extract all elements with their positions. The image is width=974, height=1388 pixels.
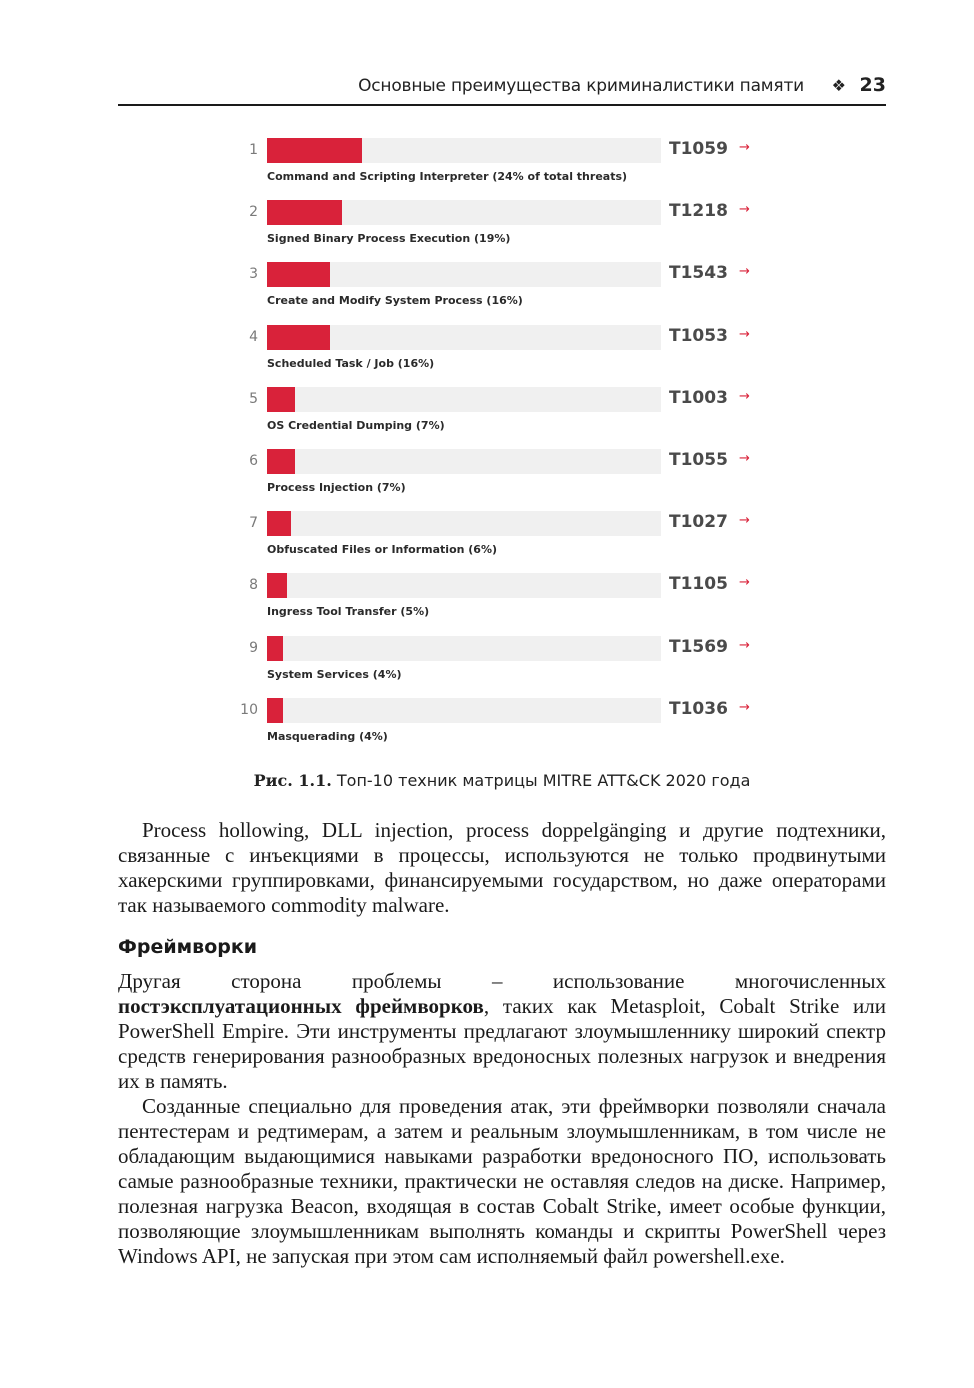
arrow-right-icon: → [739, 575, 750, 591]
chart-row [230, 698, 770, 758]
arrow-right-icon: → [739, 699, 750, 715]
technique-label: Signed Binary Process Execution (19%) [267, 232, 511, 246]
rank-number: 3 [249, 266, 258, 283]
bar-fill [267, 698, 283, 723]
technique-code: T1003 [669, 387, 728, 408]
technique-code: T1027 [669, 512, 728, 533]
bar-fill [267, 200, 342, 225]
arrow-right-icon: → [739, 451, 750, 466]
bar-track [267, 387, 661, 412]
arrow-right-icon: → [739, 388, 750, 404]
bar-track [267, 511, 661, 536]
running-header [118, 76, 886, 106]
chart-row [230, 573, 770, 633]
chart-row [230, 449, 770, 509]
chart-row [230, 636, 770, 696]
paragraph-frameworks-start: Другая сторона проблемы – использование многочисленных [118, 969, 886, 993]
chart-row [230, 262, 770, 322]
bar-track [267, 449, 661, 474]
rank-number: 4 [249, 328, 258, 345]
bar-track [267, 573, 661, 598]
rank-number: 6 [249, 453, 258, 469]
technique-code: T1059 [669, 139, 728, 159]
caption-label: Рис. 1.1. [253, 771, 332, 790]
bar-track [267, 698, 661, 723]
arrow-right-icon: → [739, 264, 750, 280]
paragraph-process-hollowing: Process hollowing, DLL injection, process doppelgänging и другие подтехники, связанные с инъекциями в процессы, используются не только продвинутыми хакерскими группировками, финансируемыми государством, но даже операторами так называемого commodity malware. [118, 818, 886, 917]
arrow-right-icon: → [739, 202, 750, 218]
technique-label: OS Credential Dumping (7%) [267, 418, 445, 432]
bar-track [267, 636, 661, 661]
bar-fill [267, 262, 330, 287]
bar-track [267, 138, 661, 163]
chart-row [230, 511, 770, 571]
figure-caption [118, 771, 886, 790]
technique-label: System Services (4%) [267, 667, 402, 681]
bar-fill [267, 387, 295, 412]
paragraph-frameworks [118, 969, 886, 1094]
technique-code: T1569 [669, 636, 728, 657]
rank-number: 7 [249, 515, 258, 532]
section-heading: Фреймворки [118, 936, 258, 958]
technique-label: Command and Scripting Interpreter (24% of total threats) [267, 170, 628, 183]
technique-code: T1105 [669, 574, 728, 595]
ornament-icon: ❖ [831, 76, 846, 95]
header-title: Основные преимущества криминалистики памяти [358, 76, 804, 96]
technique-label: Process Injection (7%) [267, 481, 406, 494]
rank-number: 1 [249, 142, 258, 158]
bar-fill [267, 511, 291, 536]
chart-row [230, 325, 770, 385]
arrow-right-icon: → [739, 326, 750, 342]
bar-track [267, 262, 661, 287]
paragraph-frameworks-end: , таких как Metasploit, Cobalt Strike или PowerShell Empire. Эти инструменты предлагают злоумышленнику широкий спектр средств генерирования разнообразных вредоносных полезных нагрузок и внедрения их в память. [118, 994, 886, 1093]
arrow-right-icon: → [739, 513, 750, 529]
rank-number: 10 [240, 701, 258, 718]
bar-fill [267, 636, 283, 661]
technique-label: Create and Modify System Process (16%) [267, 294, 523, 308]
paragraph-beacon: Созданные специально для проведения атак, эти фреймворки позволяли сначала пентестерам и редтимерам, а затем и реальным злоумышленникам, в том числе не обладающим выдающимися навыками разработки вредоносного ПО, использовать самые разнообразные техники, практически не оставляя следов на диске. Например, полезная нагрузка Beacon, входящая в состав Cobalt Strike, имеет особые функции, позволяющие злоумышленникам выполнять команды и скрипты PowerShell через Windows API, не запуская при этом сам исполняемый файл powershell.exe. [118, 1094, 886, 1268]
technique-label: Scheduled Task / Job (16%) [267, 356, 435, 370]
mitre-top10-chart [230, 138, 770, 750]
technique-code: T1543 [669, 263, 728, 284]
technique-code: T1053 [669, 325, 728, 346]
chart-row [230, 387, 770, 447]
bar-track [267, 200, 661, 225]
technique-code: T1055 [669, 450, 728, 470]
technique-code: T1218 [669, 201, 728, 222]
rank-number: 9 [249, 639, 258, 656]
bar-fill [267, 325, 330, 350]
chart-row [230, 200, 770, 260]
rank-number: 8 [249, 577, 258, 594]
technique-label: Masquerading (4%) [267, 729, 388, 743]
technique-label: Ingress Tool Transfer (5%) [267, 605, 430, 619]
chart-row [230, 138, 770, 198]
arrow-right-icon: → [739, 637, 750, 653]
bar-fill [267, 138, 362, 163]
page-number: 23 [859, 74, 886, 96]
rank-number: 2 [249, 204, 258, 221]
rank-number: 5 [249, 390, 258, 407]
bar-track [267, 325, 661, 350]
technique-code: T1036 [669, 698, 728, 719]
technique-label: Obfuscated Files or Information (6%) [267, 543, 498, 557]
paragraph-frameworks-bold: постэксплуатационных фреймворков [118, 994, 484, 1018]
bar-fill [267, 449, 295, 474]
caption-text: Топ-10 техник матрицы MITRE ATT&CK 2020 года [336, 771, 751, 790]
arrow-right-icon: → [739, 140, 750, 155]
bar-fill [267, 573, 287, 598]
